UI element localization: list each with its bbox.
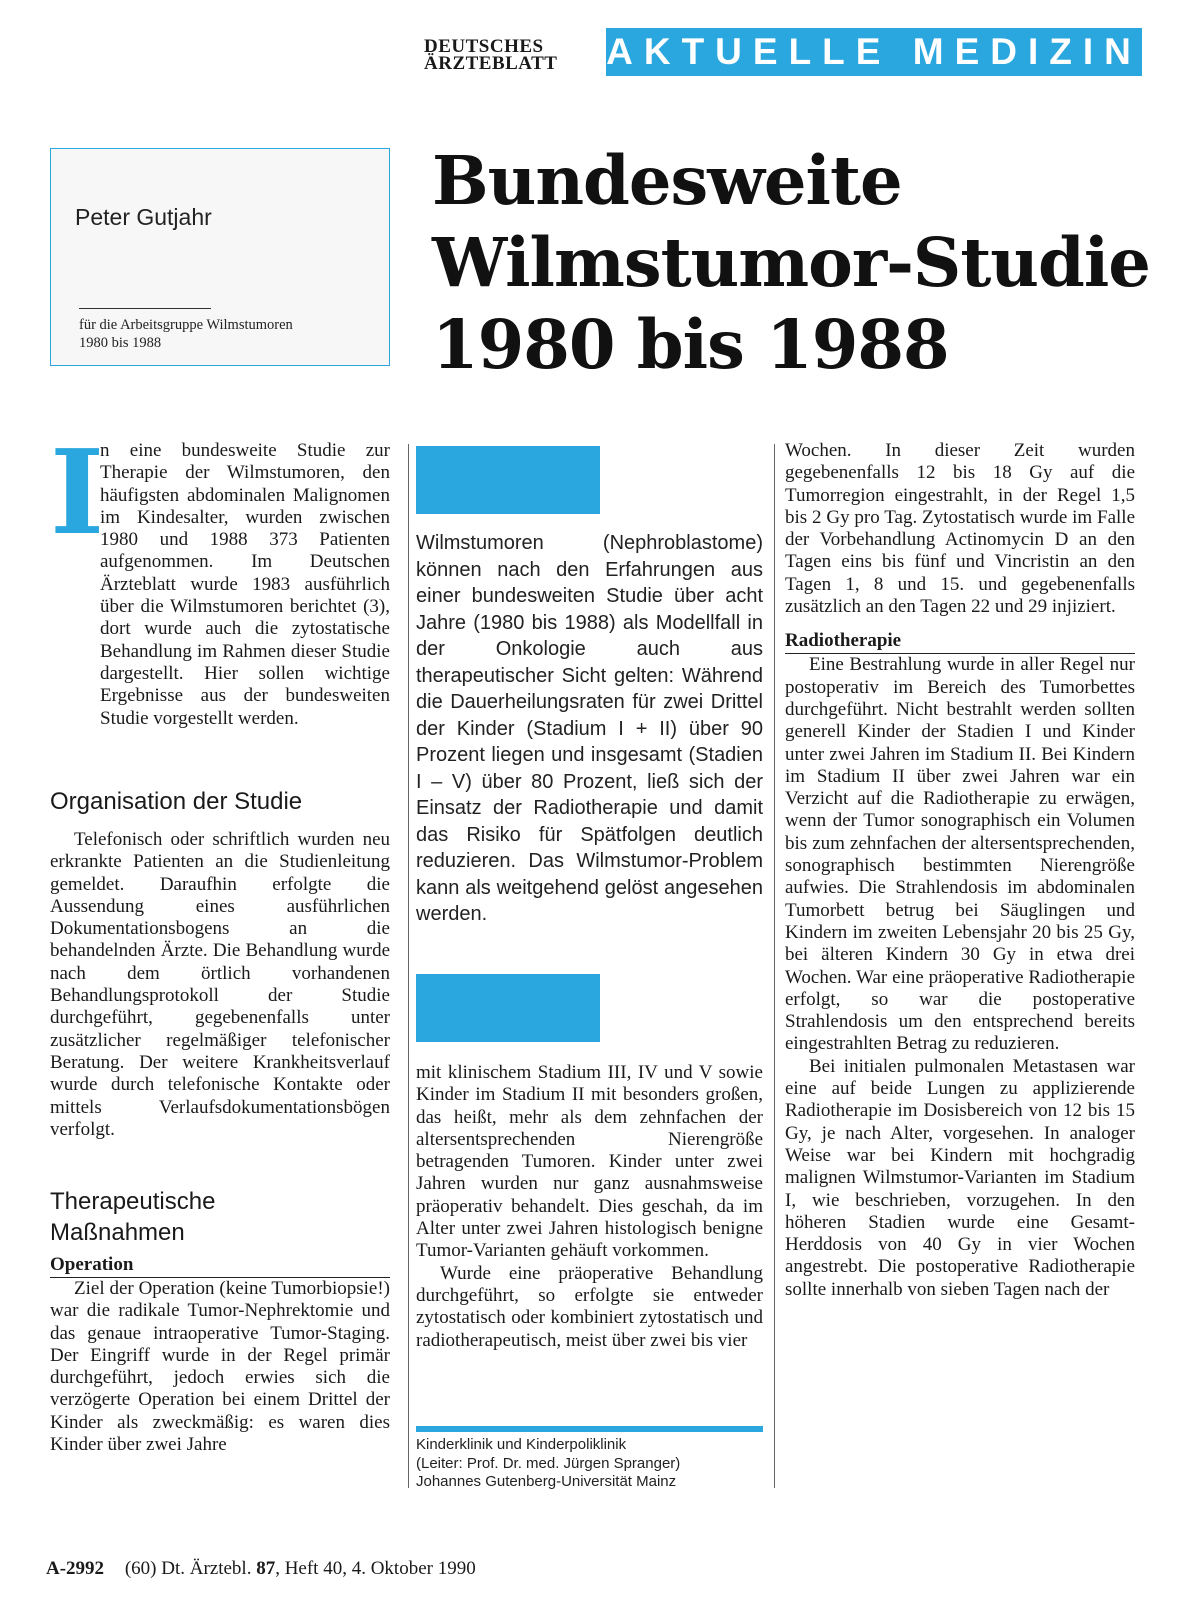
affiliation-footnote bbox=[416, 1436, 763, 1492]
col2-paragraph-1: mit klinischem Stadium III, IV und V sowie Kinder im Stadium II mit besonders großen, das heißt, mehr als dem zehnfachen der altersentsprechenden Nierengröße betragenden Tumoren. Kinder unter zwei Jahren wurden nur ganz ausnahmsweise präoperativ behandelt. Dies geschah, da im Alter unter zwei Jahren histologisch benigne Tumor-Varianten gehäuft vorkommen. bbox=[416, 1062, 763, 1262]
col3 bbox=[785, 440, 1135, 1301]
footnote-line1: Kinderklinik und Kinderpoliklinik bbox=[416, 1436, 627, 1453]
section-organisation bbox=[50, 786, 390, 1141]
title-line2: Wilmstumor-Studie bbox=[432, 223, 1150, 302]
rubric-banner: AKTUELLE MEDIZIN bbox=[606, 28, 1142, 76]
author-group bbox=[79, 316, 379, 352]
citation-post: , Heft 40, 4. Oktober 1990 bbox=[275, 1558, 476, 1579]
column-divider-2 bbox=[774, 444, 775, 1488]
col2-continued bbox=[416, 1062, 763, 1352]
author-divider bbox=[79, 308, 211, 309]
journal-logo-line2: ÄRZTEBLATT bbox=[424, 53, 558, 74]
title-line3: 1980 bis 1988 bbox=[432, 305, 949, 384]
author-group-line2: 1980 bis 1988 bbox=[79, 335, 162, 351]
footnote-line2: (Leiter: Prof. Dr. med. Jürgen Spranger) bbox=[416, 1454, 681, 1472]
column-divider-1 bbox=[408, 444, 409, 1488]
footnote-bar bbox=[416, 1426, 763, 1432]
subheading-operation: Operation bbox=[50, 1254, 390, 1278]
article-title bbox=[432, 140, 1152, 386]
col3-paragraph-3: Bei initialen pulmonalen Metastasen war eine auf beide Lungen zu applizierende Radiotherapie im Dosisbereich von 12 bis 15 Gy, je nach Alter, vorgesehen. In analoger Weise war bei Kindern mit hochgradig malignen Wilmstumor-Varianten im Stadium I, wie beschrieben, vorzugehen. In den höheren Stadien wurde eine Gesamt-Herddosis von 40 Gy in vier Wochen angestrebt. Die postoperative Radiotherapie sollte innerhalb von sieben Tagen nach der bbox=[785, 1055, 1135, 1300]
journal-logo bbox=[424, 38, 594, 72]
subheading-radiotherapie: Radiotherapie bbox=[785, 630, 1135, 654]
section-therapie bbox=[50, 1186, 390, 1456]
organisation-text: Telefonisch oder schriftlich wurden neu erkrankte Patienten an die Studienleitung gemeldet. Daraufhin erfolgte die Aussendung eines ausführlichen Dokumentationsbogens an die behandelnden Ärzte. Die Behandlung wurde nach dem örtlich vorhandenen Behandlungsprotokoll der Studie durchgeführt, gegebenenfalls unter zusätzlicher regelmäßiger telefonischer Beratung. Der weitere Krankheitsverlauf wurde durch telefonische Kontakte oder mittels Verlaufsdokumentationsbögen verfolgt. bbox=[50, 829, 390, 1140]
heading-therapie-line1: Therapeutische bbox=[50, 1188, 216, 1215]
footnote-line3: Johannes Gutenberg-Universität Mainz bbox=[416, 1473, 677, 1490]
citation-volume: 87 bbox=[256, 1558, 276, 1579]
author-name: Peter Gutjahr bbox=[75, 204, 212, 230]
operation-text: Ziel der Operation (keine Tumorbiopsie!) war die radikale Tumor-Nephrektomie und das genaue intraoperative Tumor-Staging. Der Eingriff wurde in der Regel primär durchgeführt, jedoch erwies sich die verzögerte Operation bei einem Drittel der Kinder als zweckmäßig: es waren dies Kinder über zwei Jahre bbox=[50, 1278, 390, 1456]
heading-organisation: Organisation der Studie bbox=[50, 788, 303, 815]
author-box bbox=[50, 148, 390, 366]
title-line1: Bundesweite bbox=[432, 141, 902, 220]
accent-block-top bbox=[416, 446, 600, 514]
page-code: A-2992 bbox=[46, 1558, 105, 1579]
drop-cap: I bbox=[50, 425, 105, 561]
intro-paragraph bbox=[50, 425, 390, 730]
author-group-line1: für die Arbeitsgruppe Wilmstumoren bbox=[79, 317, 293, 333]
accent-block-bottom bbox=[416, 974, 600, 1042]
col3-paragraph-1: Wochen. In dieser Zeit wurden gegebenenfalls 12 bis 18 Gy auf die Tumorregion eingestrahlt, in der Regel 1,5 bis 2 Gy pro Tag. Zytostatisch wurde im Falle der Vorbehandlung Actinomycin D an den Tagen eins bis fünf und Vincristin an den Tagen 1, 8 und 15. und gegebenenfalls zusätzlich an den Tagen 22 und 29 injiziert. bbox=[785, 440, 1135, 618]
intro-text: n eine bundesweite Studie zur Therapie der Wilmstumoren, den häufigsten abdominalen Malignomen im Kindesalter, wurden zwischen 1980 und 1988 373 Patienten aufgenommen. Im Deutschen Ärzteblatt wurde 1983 ausführlich über die Wilmstumoren berichtet (3), dort wurde auch die zytostatische Behandlung im Rahmen dieser Studie dargestellt. Hier sollen wichtige Ergebnisse aus der bundesweiten Studie vorgestellt werden. bbox=[100, 440, 390, 729]
journal-logo-line1: DEUTSCHES bbox=[424, 36, 544, 57]
page-footer bbox=[46, 1558, 476, 1580]
summary-box bbox=[416, 530, 763, 928]
col2-paragraph-2: Wurde eine präoperative Behandlung durchgeführt, so erfolgte sie entweder zytostatisch oder kombiniert zytostatisch und radiotherapeutisch, meist über zwei bis vier bbox=[416, 1262, 763, 1351]
col3-paragraph-2: Eine Bestrahlung wurde in aller Regel nur postoperativ im Bereich des Tumorbettes durchgeführt. Nicht bestrahlt werden sollten generell Kinder der Stadien I und Kinder unter zwei Jahren im Stadium II. Bei Kindern im Stadium II über zwei Jahren war ein Verzicht auf die Radiotherapie zu erwägen, wenn der Tumor sonographisch ein Volumen bis zum zehnfachen der altersentsprechenden, sonographisch bestimmten Nierengröße aufwies. Die Strahlendosis im abdominalen Tumorbett betrug bei Säuglingen und Kindern im zweiten Lebensjahr 20 bis 25 Gy, bei älteren Kindern 30 Gy in etwa drei Wochen. War eine präoperative Radiotherapie erfolgt, so war die postoperative Strahlendosis um den entsprechend bereits eingestrahlten Betrag zu reduzieren. bbox=[785, 654, 1135, 1055]
heading-therapie-line2: Maßnahmen bbox=[50, 1219, 185, 1246]
citation-pre: (60) Dt. Ärztebl. bbox=[124, 1558, 252, 1579]
summary-text: Wilmstumoren (Nephroblastome) können nach den Erfahrungen aus einer bundesweiten Studie über acht Jahre (1980 bis 1988) als Modellfall in der Onkologie auch aus therapeutischer Sicht gelten: Während die Dauerheilungsraten für zwei Drittel der Kinder (Stadium I + II) über 90 Prozent liegen und insgesamt (Stadien I – V) über 80 Prozent, ließ sich der Einsatz der Radiotherapie und damit das Risiko für Spätfolgen deutlich reduzieren. Das Wilmstumor-Problem kann als weitgehend gelöst angesehen werden. bbox=[416, 532, 763, 925]
